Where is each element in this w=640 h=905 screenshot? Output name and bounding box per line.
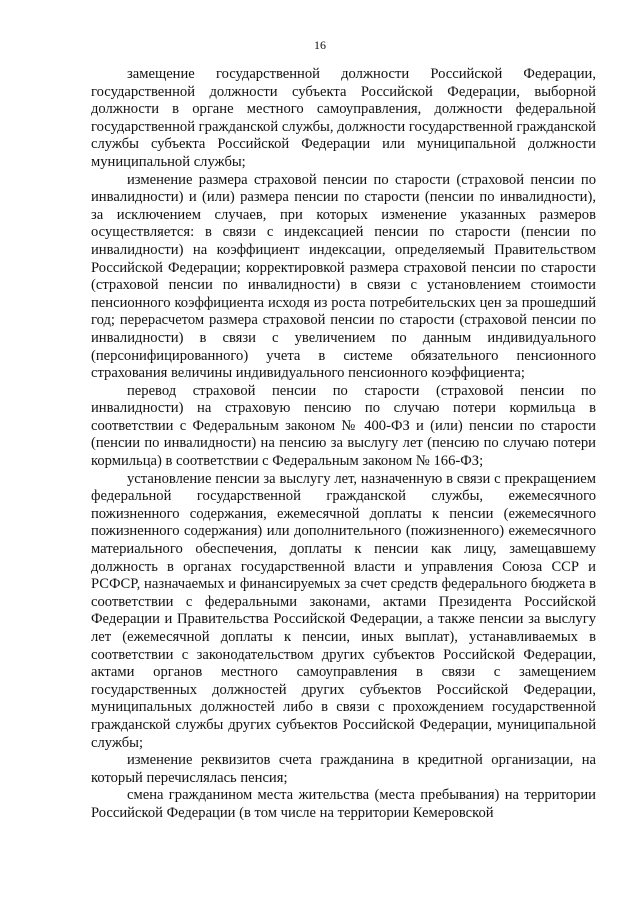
paragraph-service-pension: установление пенсии за выслугу лет, назначенную в связи с прекращением федеральной государственной гражданской службы, ежемесячного пожизненного содержания, ежемесячной доплаты к пенсии (ежемесячного пожизненного содержания) или дополнительного (пожизненного) ежемесячного материального обеспечения, доплаты к пенсии как лицу, замещавшему должность в органах государственной власти и управления Союза ССР и РСФСР, назначаемых и финансируемых за счет средств федерального бюджета в соответствии с федеральными законами, актами Президента Российской Федерации и Правительства Российской Федерации, а также пенсии за выслугу лет (ежемесячной доплаты к пенсии, иных выплат), устанавливаемых в соответствии с законодательством других субъектов Российской Федерации, актами органов местного самоуправления в связи с замещением государственных должностей других субъектов Российской Федерации, муниципальных должностей либо в связи с прохождением государственной гражданской службы других субъектов Российской Федерации, муниципальной службы; [91, 470, 596, 751]
paragraph-account-change: изменение реквизитов счета гражданина в кредитной организации, на который перечислялась пенсия; [91, 752, 596, 786]
paragraph-residence-change: смена гражданином места жительства (места пребывания) на территории Российской Федерации (в том числе на территории Кемеровской [91, 787, 596, 821]
page-number: 16 [314, 38, 326, 52]
paragraph-pension-size-change: изменение размера страховой пенсии по старости (страховой пенсии по инвалидности) и (или) размера пенсии по старости (пенсии по инвалидности), за исключением случаев, при которых изменение указанных размеров осуществляется: в связи с индексацией пенсии по старости (пенсии по инвалидности) на коэффициент индексации, определяемый Правительством Российской Федерации; корректировкой размера страховой пенсии по старости (страховой пенсии по инвалидности) в связи с установлением стоимости пенсионного коэффициента исходя из роста потребительских цен за прошедший год; перерасчетом размера страховой пенсии по старости (страховой пенсии по инвалидности) в связи с увеличением по данным индивидуального (персонифицированного) учета в системе обязательного пенсионного страхования величины индивидуального пенсионного коэффициента; [91, 171, 596, 382]
paragraph-pension-transfer: перевод страховой пенсии по старости (страховой пенсии по инвалидности) на страховую пенсию по случаю потери кормильца в соответствии с Федеральным законом № 400-ФЗ и (или) пенсии по старости (пенсии по инвалидности) на пенсию за выслугу лет (пенсию по случаю потери кормильца) в соответствии с Федеральным законом № 166-ФЗ; [91, 382, 596, 470]
paragraph-replacement-position: замещение государственной должности Российской Федерации, государственной должности субъекта Российской Федерации, выборной должности в органе местного самоуправления, должности федеральной государственной гражданской службы, должности государственной гражданской службы субъекта Российской Федерации или муниципальной должности муниципальной службы; [91, 66, 596, 170]
document-body [91, 66, 596, 823]
